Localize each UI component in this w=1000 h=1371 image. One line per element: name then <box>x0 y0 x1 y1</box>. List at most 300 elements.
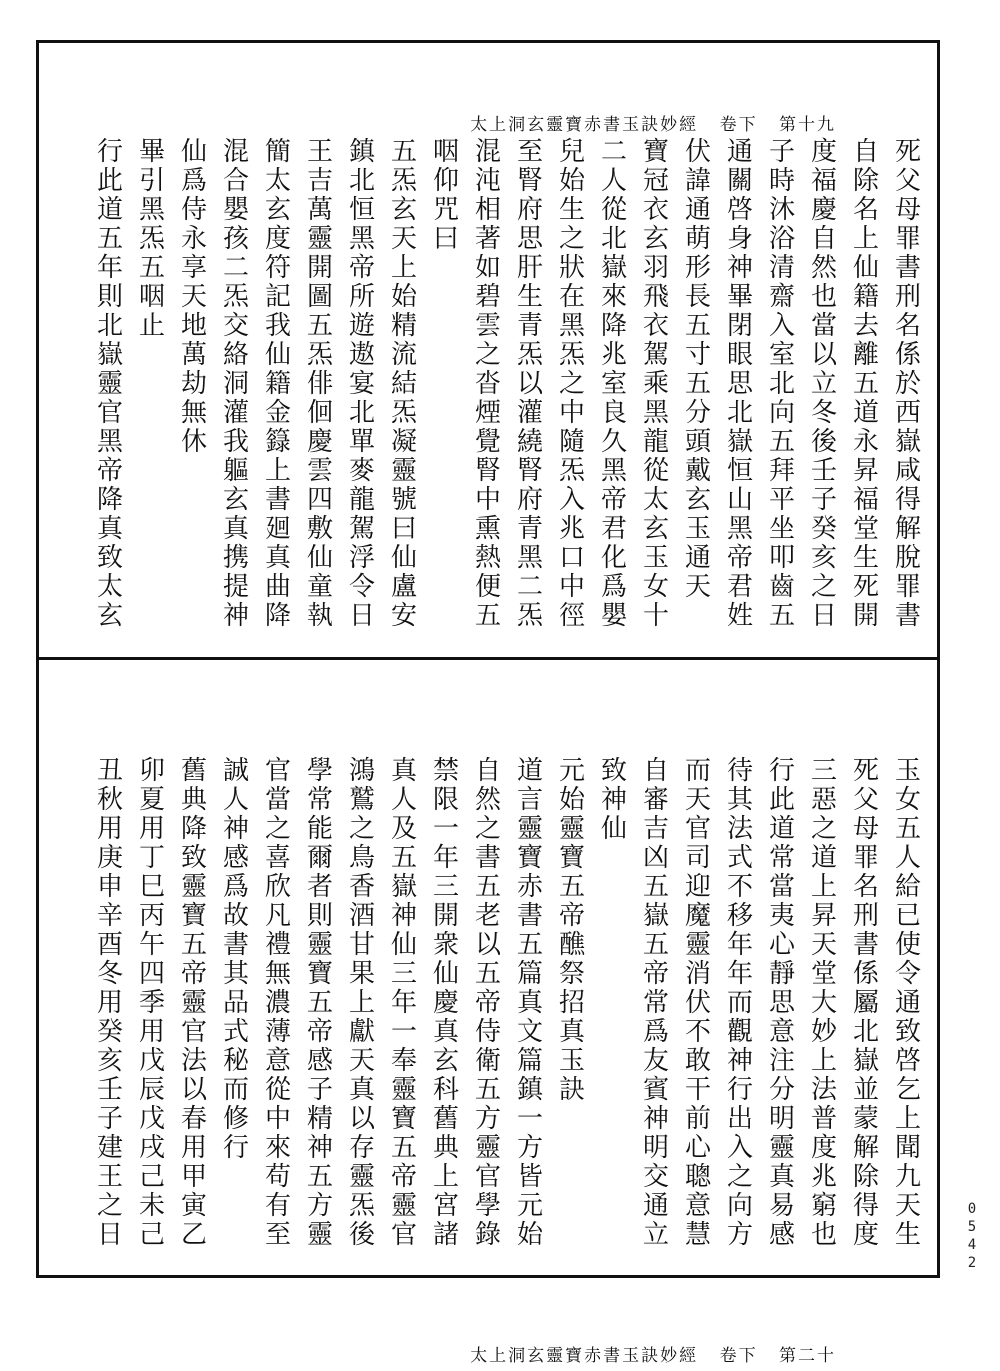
glyph: 官 <box>96 398 123 428</box>
glyph: 靈 <box>180 988 207 1018</box>
glyph: 向 <box>726 1191 753 1221</box>
glyph: 已 <box>894 901 921 931</box>
glyph: 福 <box>852 485 879 515</box>
glyph: 炁 <box>222 282 249 312</box>
glyph: 飛 <box>642 282 669 312</box>
glyph: 靜 <box>768 959 795 989</box>
text-column <box>594 757 634 1250</box>
glyph: 道 <box>810 843 837 873</box>
glyph: 五 <box>558 872 585 902</box>
glyph: 靈 <box>306 1220 333 1250</box>
text-column <box>342 138 382 631</box>
glyph: 咽 <box>138 282 165 312</box>
glyph: 灌 <box>516 398 543 428</box>
glyph: 通 <box>684 543 711 573</box>
glyph: 駕 <box>348 514 375 544</box>
glyph: 限 <box>432 785 459 815</box>
glyph: 上 <box>390 253 417 283</box>
glyph: 北 <box>852 1017 879 1047</box>
glyph: 狀 <box>558 253 585 283</box>
running-head-top <box>320 110 836 140</box>
glyph: 式 <box>222 1017 249 1047</box>
glyph: 萬 <box>180 340 207 370</box>
glyph: 解 <box>894 514 921 544</box>
text-column <box>636 138 676 631</box>
glyph: 方 <box>516 1133 543 1163</box>
glyph: 太 <box>264 166 291 196</box>
glyph: 遊 <box>348 311 375 341</box>
text-column <box>762 757 802 1250</box>
glyph: 行 <box>726 1075 753 1105</box>
glyph: 腎 <box>516 166 543 196</box>
bottom-panel <box>40 661 936 1366</box>
glyph: 靈 <box>390 1191 417 1221</box>
glyph: 大 <box>810 988 837 1018</box>
glyph: 法 <box>180 1046 207 1076</box>
glyph: 甲 <box>180 1162 207 1192</box>
glyph: 者 <box>306 872 333 902</box>
glyph: 罪 <box>852 843 879 873</box>
text-column <box>762 138 802 631</box>
glyph: 室 <box>768 340 795 370</box>
glyph: 五 <box>180 930 207 960</box>
glyph: 典 <box>432 1133 459 1163</box>
glyph: 孩 <box>222 224 249 254</box>
glyph: 寶 <box>642 137 669 167</box>
glyph: 合 <box>222 166 249 196</box>
glyph: 仙 <box>600 814 627 844</box>
glyph: 篇 <box>516 959 543 989</box>
text-column <box>384 757 424 1250</box>
glyph: 中 <box>264 1104 291 1134</box>
glyph: 煙 <box>474 398 501 428</box>
glyph: 靈 <box>306 224 333 254</box>
glyph: 止 <box>138 311 165 341</box>
glyph: 侍 <box>180 195 207 225</box>
glyph: 盧 <box>390 572 417 602</box>
glyph: 仙 <box>306 543 333 573</box>
sheet-number-digit: 4 <box>967 1237 977 1253</box>
glyph: 書 <box>222 930 249 960</box>
glyph: 玉 <box>684 514 711 544</box>
glyph: 上 <box>894 1104 921 1134</box>
text-column <box>678 138 718 631</box>
glyph: 冠 <box>642 166 669 196</box>
glyph: 良 <box>600 398 627 428</box>
glyph: 致 <box>180 843 207 873</box>
glyph: 嶽 <box>600 253 627 283</box>
glyph: 入 <box>726 1133 753 1163</box>
running-head-title: 太上洞玄靈寶赤書玉訣妙經 <box>470 115 699 135</box>
glyph: 五 <box>138 253 165 283</box>
glyph: 蒙 <box>852 1104 879 1134</box>
glyph: 單 <box>348 427 375 457</box>
glyph: 五 <box>768 427 795 457</box>
glyph: 曲 <box>264 572 291 602</box>
glyph: 靈 <box>516 814 543 844</box>
glyph: 永 <box>180 224 207 254</box>
glyph: 凝 <box>390 427 417 457</box>
glyph: 以 <box>180 1075 207 1105</box>
glyph: 君 <box>726 572 753 602</box>
glyph: 五 <box>474 1075 501 1105</box>
glyph: 五 <box>474 872 501 902</box>
glyph: 書 <box>264 485 291 515</box>
glyph: 之 <box>810 814 837 844</box>
glyph: 一 <box>516 1104 543 1134</box>
glyph: 熏 <box>474 514 501 544</box>
glyph: 黑 <box>348 224 375 254</box>
glyph: 壬 <box>96 1075 123 1105</box>
glyph: 號 <box>390 485 417 515</box>
glyph: 人 <box>390 785 417 815</box>
glyph: 始 <box>516 1220 543 1250</box>
glyph: 官 <box>180 1017 207 1047</box>
glyph: 帝 <box>726 543 753 573</box>
glyph: 五 <box>306 988 333 1018</box>
text-column <box>846 757 886 1250</box>
glyph: 赤 <box>516 872 543 902</box>
glyph: 駕 <box>642 340 669 370</box>
glyph: 則 <box>96 282 123 312</box>
glyph: 坐 <box>768 514 795 544</box>
glyph: 生 <box>894 1220 921 1250</box>
glyph: 五 <box>306 1162 333 1192</box>
glyph: 姓 <box>726 601 753 631</box>
glyph: 靈 <box>684 930 711 960</box>
glyph: 後 <box>810 427 837 457</box>
glyph: 曰 <box>432 224 459 254</box>
glyph: 罪 <box>894 224 921 254</box>
glyph: 啓 <box>894 1046 921 1076</box>
running-head-volume: 卷下 <box>719 1346 758 1366</box>
glyph: 其 <box>726 785 753 815</box>
glyph: 北 <box>726 398 753 428</box>
text-column <box>678 757 718 1250</box>
glyph: 上 <box>810 872 837 902</box>
glyph: 帝 <box>390 1162 417 1192</box>
text-column <box>132 757 172 1250</box>
glyph: 平 <box>768 485 795 515</box>
glyph: 天 <box>810 930 837 960</box>
glyph: 春 <box>180 1104 207 1134</box>
glyph: 卯 <box>138 756 165 786</box>
glyph: 獻 <box>348 1017 375 1047</box>
glyph: 嶽 <box>642 901 669 931</box>
glyph: 自 <box>852 137 879 167</box>
glyph: 寅 <box>180 1191 207 1221</box>
glyph: 沌 <box>474 166 501 196</box>
text-column <box>720 138 760 631</box>
glyph: 享 <box>180 253 207 283</box>
glyph: 肝 <box>516 253 543 283</box>
glyph: 思 <box>726 369 753 399</box>
glyph: 始 <box>390 282 417 312</box>
glyph: 司 <box>684 843 711 873</box>
glyph: 諱 <box>684 166 711 196</box>
glyph: 靈 <box>474 1133 501 1163</box>
glyph: 畢 <box>138 137 165 167</box>
glyph: 炁 <box>390 166 417 196</box>
glyph: 五 <box>390 137 417 167</box>
glyph: 寶 <box>390 1104 417 1134</box>
glyph: 入 <box>558 485 585 515</box>
glyph: 衣 <box>642 311 669 341</box>
glyph: 上 <box>852 224 879 254</box>
glyph: 有 <box>264 1191 291 1221</box>
glyph: 真 <box>390 756 417 786</box>
glyph: 兆 <box>810 1162 837 1192</box>
glyph: 明 <box>768 1104 795 1134</box>
glyph: 五 <box>474 601 501 631</box>
glyph: 我 <box>264 311 291 341</box>
glyph: 庚 <box>96 843 123 873</box>
glyph: 洞 <box>222 369 249 399</box>
glyph: 圖 <box>306 282 333 312</box>
sheet-number-digit: 2 <box>967 1255 977 1271</box>
glyph: 聞 <box>894 1133 921 1163</box>
glyph: 玄 <box>432 1046 459 1076</box>
glyph: 待 <box>726 756 753 786</box>
text-columns-bottom <box>88 757 928 1250</box>
glyph: 諸 <box>432 1220 459 1250</box>
glyph: 嬰 <box>222 195 249 225</box>
glyph: 當 <box>810 311 837 341</box>
glyph: 青 <box>516 311 543 341</box>
glyph: 四 <box>306 485 333 515</box>
glyph: 舊 <box>432 1104 459 1134</box>
glyph: 簡 <box>264 137 291 167</box>
text-column <box>888 138 928 631</box>
glyph: 行 <box>222 1133 249 1163</box>
glyph: 混 <box>222 137 249 167</box>
top-panel <box>40 44 936 657</box>
glyph: 鳥 <box>348 843 375 873</box>
glyph: 普 <box>810 1104 837 1134</box>
text-column <box>636 757 676 1250</box>
glyph: 恒 <box>726 456 753 486</box>
glyph: 通 <box>894 988 921 1018</box>
glyph: 之 <box>558 369 585 399</box>
glyph: 衣 <box>642 195 669 225</box>
text-column <box>720 757 760 1250</box>
glyph: 三 <box>432 872 459 902</box>
running-head-page: 第二十 <box>779 1346 836 1366</box>
glyph: 令 <box>894 959 921 989</box>
glyph: 咽 <box>432 137 459 167</box>
glyph: 乙 <box>180 1220 207 1250</box>
glyph: 沐 <box>768 195 795 225</box>
glyph: 精 <box>306 1104 333 1134</box>
glyph: 魔 <box>684 901 711 931</box>
glyph: 誠 <box>222 756 249 786</box>
glyph: 室 <box>600 369 627 399</box>
glyph: 從 <box>642 456 669 486</box>
glyph: 而 <box>222 1075 249 1105</box>
glyph: 府 <box>516 485 543 515</box>
text-columns-top <box>88 138 928 631</box>
running-head-page: 第十九 <box>779 115 836 135</box>
glyph: 生 <box>852 543 879 573</box>
glyph: 四 <box>138 959 165 989</box>
glyph: 炁 <box>390 398 417 428</box>
glyph: 離 <box>852 340 879 370</box>
glyph: 之 <box>810 572 837 602</box>
glyph: 其 <box>222 959 249 989</box>
glyph: 舊 <box>180 756 207 786</box>
glyph: 炁 <box>558 456 585 486</box>
glyph: 醮 <box>558 930 585 960</box>
glyph: 腎 <box>516 456 543 486</box>
glyph: 人 <box>222 785 249 815</box>
glyph: 叩 <box>768 543 795 573</box>
glyph: 於 <box>894 369 921 399</box>
glyph: 子 <box>96 1104 123 1134</box>
glyph: 神 <box>306 1133 333 1163</box>
glyph: 死 <box>852 572 879 602</box>
glyph: 開 <box>432 901 459 931</box>
glyph: 心 <box>684 1133 711 1163</box>
glyph: 仙 <box>432 959 459 989</box>
glyph: 當 <box>768 872 795 902</box>
glyph: 意 <box>768 1017 795 1047</box>
glyph: 午 <box>138 930 165 960</box>
glyph: 降 <box>264 601 291 631</box>
glyph: 也 <box>810 282 837 312</box>
glyph: 玄 <box>264 195 291 225</box>
glyph: 文 <box>516 1017 543 1047</box>
glyph: 齋 <box>768 282 795 312</box>
glyph: 官 <box>264 756 291 786</box>
glyph: 老 <box>474 901 501 931</box>
glyph: 方 <box>474 1104 501 1134</box>
glyph: 神 <box>600 785 627 815</box>
glyph: 移 <box>726 901 753 931</box>
glyph: 嬰 <box>600 601 627 631</box>
glyph: 致 <box>600 756 627 786</box>
glyph: 嶽 <box>390 872 417 902</box>
glyph: 靈 <box>180 872 207 902</box>
glyph: 麥 <box>348 456 375 486</box>
glyph: 籍 <box>264 369 291 399</box>
glyph: 真 <box>516 988 543 1018</box>
text-column <box>594 138 634 631</box>
glyph: 北 <box>600 224 627 254</box>
glyph: 死 <box>894 137 921 167</box>
glyph: 通 <box>684 195 711 225</box>
glyph: 熱 <box>474 543 501 573</box>
glyph: 日 <box>348 601 375 631</box>
glyph: 喜 <box>264 843 291 873</box>
glyph: 開 <box>852 601 879 631</box>
glyph: 道 <box>516 756 543 786</box>
glyph: 來 <box>264 1133 291 1163</box>
glyph: 巳 <box>138 872 165 902</box>
glyph: 金 <box>264 398 291 428</box>
glyph: 寶 <box>180 901 207 931</box>
glyph: 用 <box>96 988 123 1018</box>
glyph: 神 <box>642 1104 669 1134</box>
glyph: 寶 <box>558 843 585 873</box>
glyph: 畢 <box>726 282 753 312</box>
glyph: 童 <box>306 572 333 602</box>
glyph: 靈 <box>558 814 585 844</box>
glyph: 靈 <box>768 1133 795 1163</box>
glyph: 帝 <box>180 959 207 989</box>
glyph: 年 <box>726 959 753 989</box>
glyph: 聰 <box>684 1162 711 1192</box>
glyph: 以 <box>516 369 543 399</box>
glyph: 兆 <box>600 340 627 370</box>
glyph: 之 <box>96 1191 123 1221</box>
text-column <box>804 138 844 631</box>
glyph: 官 <box>474 1162 501 1192</box>
glyph: 上 <box>348 988 375 1018</box>
glyph: 立 <box>810 369 837 399</box>
glyph: 靈 <box>306 930 333 960</box>
glyph: 永 <box>852 427 879 457</box>
glyph: 辛 <box>96 901 123 931</box>
glyph: 則 <box>306 901 333 931</box>
glyph: 解 <box>852 1133 879 1163</box>
glyph: 結 <box>390 369 417 399</box>
glyph: 兒 <box>558 137 585 167</box>
glyph: 黑 <box>96 427 123 457</box>
glyph: 感 <box>306 1046 333 1076</box>
glyph: 欣 <box>264 872 291 902</box>
glyph: 寶 <box>516 843 543 873</box>
glyph: 三 <box>810 756 837 786</box>
glyph: 齒 <box>768 572 795 602</box>
glyph: 北 <box>348 398 375 428</box>
glyph: 交 <box>222 311 249 341</box>
glyph: 帝 <box>642 959 669 989</box>
text-column <box>426 757 466 1250</box>
glyph: 寶 <box>306 959 333 989</box>
glyph: 真 <box>432 1017 459 1047</box>
glyph: 玄 <box>390 195 417 225</box>
glyph: 出 <box>726 1104 753 1134</box>
glyph: 上 <box>432 1162 459 1192</box>
glyph: 帝 <box>474 988 501 1018</box>
glyph: 天 <box>684 572 711 602</box>
glyph: 香 <box>348 872 375 902</box>
glyph: 戴 <box>684 456 711 486</box>
glyph: 故 <box>222 901 249 931</box>
glyph: 玄 <box>642 224 669 254</box>
glyph: 惡 <box>810 785 837 815</box>
glyph: 玄 <box>222 485 249 515</box>
glyph: 學 <box>306 756 333 786</box>
glyph: 方 <box>306 1191 333 1221</box>
glyph: 山 <box>726 485 753 515</box>
text-column <box>510 757 550 1250</box>
glyph: 得 <box>894 485 921 515</box>
glyph: 敢 <box>684 1046 711 1076</box>
glyph: 天 <box>390 224 417 254</box>
glyph: 女 <box>642 572 669 602</box>
glyph: 己 <box>138 1220 165 1250</box>
glyph: 爲 <box>222 872 249 902</box>
glyph: 不 <box>726 872 753 902</box>
glyph: 分 <box>768 1075 795 1105</box>
glyph: 修 <box>222 1104 249 1134</box>
glyph: 易 <box>768 1191 795 1221</box>
glyph: 籙 <box>264 427 291 457</box>
glyph: 日 <box>96 1220 123 1250</box>
glyph: 慧 <box>684 1220 711 1250</box>
glyph: 名 <box>894 311 921 341</box>
